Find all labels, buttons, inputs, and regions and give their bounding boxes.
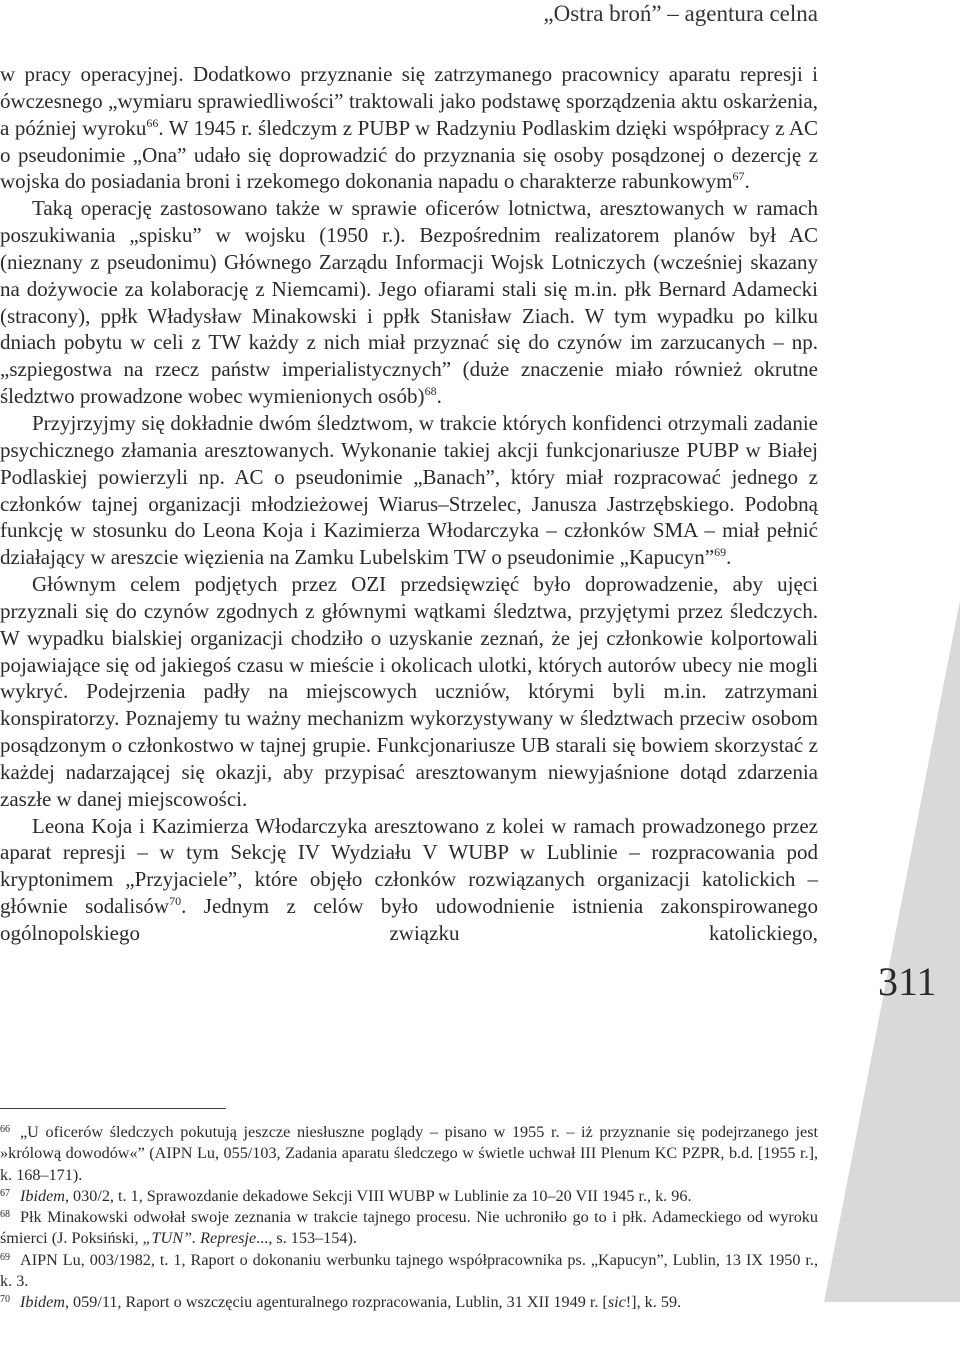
footnote-70 (0, 1292, 818, 1313)
footnote-number: 68 (0, 1209, 10, 1221)
footnote-text: „U oficerów śledczych pokutują jeszcze niesłuszne poglądy – pisano w 1955 r. – iż przyznanie się podejrzanego jest »królową dowodów«” (AIPN Lu, 055/103, Zadania aparatu śledczego w świetle uchwał III Plenum KC PZPR, b.d. [1955 r.], k. 168–171). (0, 1123, 818, 1184)
text-run: . W 1945 r. śledczym z PUBP w Radzyniu Podlaskim dzięki współpracy z AC o pseudonimie „Ona” udało się doprowadzić do przyznania się osoby posądzonej o dezercję z wojska do posiadania broni i rzekomego dokonania napadu o charakterze rabunkowym (0, 115, 818, 194)
footnote-text: , 059/11, Raport o wszczęciu agenturalnego rozpracowania, Lublin, 31 XII 1949 r. [ (64, 1293, 608, 1312)
text-run: Przyjrzyjmy się dokładnie dwóm śledztwom, w trakcie których konfidenci otrzymali zadanie psychicznego złamania aresztowanych. Wykonanie takiej akcji funkcjonariusze PUBP w Białej Podlaskiej powierzyli np. AC o pseudonimie „Banach”, który miał rozpracować jednego z członków tajnej organizacji młodzieżowej Wiarus–Strzelec, Janusza Jastrzębskiego. Podobną funkcję w stosunku do Leona Koja i Kazimierza Włodarczyka – członków SMA – miał pełnić działający w areszcie więzienia na Zamku Lubelskim TW o pseudonimie „Kapucyn” (0, 410, 818, 570)
footnote-text: Płk Minakowski odwołał swoje zeznania w trakcie tajnego procesu. Nie uchroniło go to i płk. Adameckiego od wyroku śmierci (J. Poksiński, (0, 1208, 818, 1248)
text-run: . (726, 545, 732, 570)
main-text (0, 61, 818, 947)
decorative-grey-triangle (824, 600, 960, 1302)
footnote-italic: „TUN”. Represje (142, 1229, 257, 1248)
text-run: . (436, 384, 442, 409)
footnote-ref-66[interactable]: 66 (146, 115, 159, 130)
footnote-ref-68[interactable]: 68 (424, 384, 437, 399)
footnote-text: AIPN Lu, 003/1982, t. 1, Raport o dokonaniu werbunku tajnego współpracownika ps. „Kapucyn”, Lublin, 13 IX 1950 r., k. 3. (0, 1250, 818, 1291)
footnote-text: !], k. 59. (625, 1293, 682, 1312)
text-run: Taką operację zastosowano także w sprawie oficerów lotnictwa, aresztowanych w ramach poszukiwania „spisku” w wojsku (1950 r.). Bezpośrednim realizatorem planów był AC (nieznany z pseudonimu) Głównego Zarządu Informacji Wojsk Lotniczych (wcześniej skazany na dożywocie za kolaborację z Niemcami). Jego ofiarami stali się m.in. płk Bernard Adamecki (stracony), ppłk Władysław Minakowski i ppłk Stanisław Ziach. W tym wypadku po kilku dniach pobytu w celi z TW każdy z nich miał przyznać się do czynów im zarzucanych – np. „szpiegostwa na rzecz państw imperialistycznych” (duże znaczenie miało również okrutne śledztwo prowadzone wobec wymienionych osób) (0, 196, 818, 409)
footnote-ref-70[interactable]: 70 (169, 894, 182, 909)
footnote-ref-69[interactable]: 69 (714, 545, 727, 560)
footnote-67 (0, 1186, 818, 1207)
page-number: 311 (878, 959, 937, 1004)
paragraph-4 (0, 571, 818, 813)
footnote-66 (0, 1122, 818, 1186)
footnote-68 (0, 1207, 818, 1250)
text-run: Głównym celem podjętych przez OZI przedsięwzięć było doprowadzenie, aby ujęci przyznali się do czynów zgodnych z głównymi wątkami śledztwa, przyjętymi przez śledczych. W wypadku bialskiej organizacji chodziło o uzyskanie zeznań, że jej członkowie kolportowali pojawiające się od jakiegoś czasu w mieście i okolicach ulotki, których autorów ubecy nie mogli wykryć. Podejrzenia padły na miejscowych uczniów, którymi byli m.in. zatrzymani konspiratorzy. Poznajemy tu ważny mechanizm wykorzystywany w śledztwach przeciw osobom posądzonym o członkostwo w tajnej grupie. Funkcjonariusze UB starali się bowiem skorzystać z każdej nadarzającej się okazji, aby przypisać aresztowanym niewyjaśnione dotąd zdarzenia zaszłe w danej miejscowości. (0, 572, 818, 811)
text-run: Leona Koja i Kazimierza Włodarczyka aresztowano z kolei w ramach prowadzonego przez aparat represji – w tym Sekcję IV Wydziału V WUBP w Lublinie – rozpracowania pod kryptonimem „Przyjaciele”, które objęło członków rozwiązanych organizacji katolickich – głównie sodalisów (0, 813, 818, 919)
footnotes (0, 1122, 818, 1314)
footnote-number: 66 (0, 1124, 10, 1135)
running-header: „Ostra broń” – agentura celna (543, 1, 818, 26)
footnote-text: , 030/2, t. 1, Sprawozdanie dekadowe Sekcji VIII WUBP w Lublinie za 10–20 VII 1945 r., k. 96. (64, 1186, 692, 1205)
paragraph-1 (0, 61, 818, 195)
footnote-italic: Ibidem (20, 1186, 65, 1205)
footnote-number: 69 (0, 1251, 10, 1263)
footnote-separator (0, 1108, 226, 1109)
text-run: w pracy operacyjnej. Dodatkowo przyznanie się zatrzymanego pracownicy aparatu represji i ówczesnego „wymiaru sprawiedliwości” traktowali jako podstawę sporządzenia aktu oskarżenia, a później wyroku (0, 62, 818, 140)
paragraph-2 (0, 195, 818, 410)
footnote-number: 67 (0, 1187, 10, 1199)
footnote-69 (0, 1250, 818, 1293)
text-run: . (744, 169, 750, 194)
paragraph-5 (0, 813, 818, 947)
footnote-italic: Ibidem (20, 1293, 65, 1312)
footnote-number: 70 (0, 1294, 10, 1306)
paragraph-3 (0, 410, 818, 571)
footnote-italic: sic (607, 1293, 626, 1312)
footnote-ref-67[interactable]: 67 (732, 169, 745, 184)
text-run: . Jednym z celów było udowodnienie istnienia zakonspirowanego ogólnopolskiego związku katolickiego, (0, 894, 819, 945)
footnote-text: ..., s. 153–154). (256, 1229, 357, 1248)
